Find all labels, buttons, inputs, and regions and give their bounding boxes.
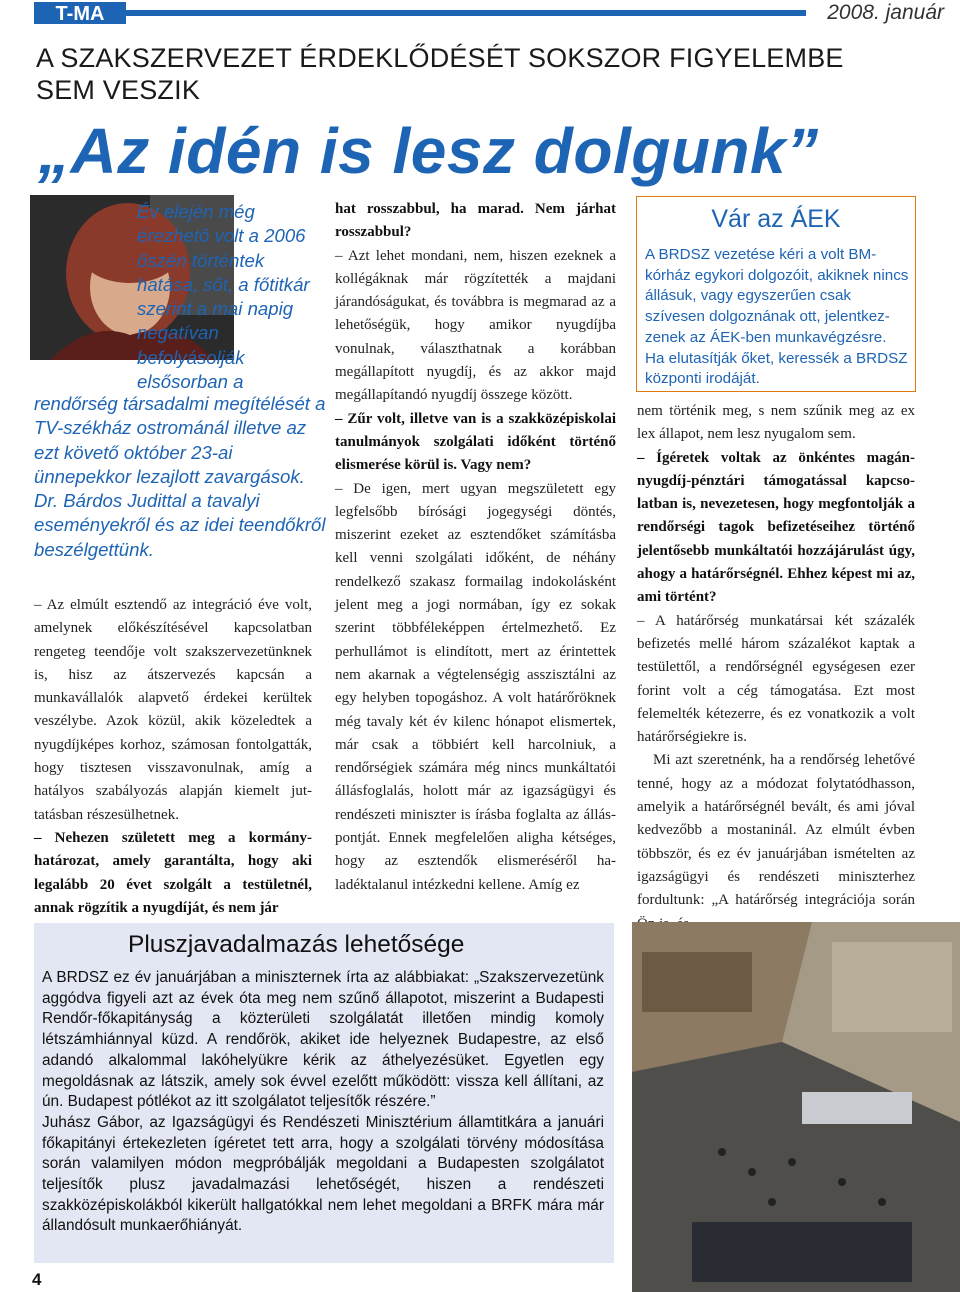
article-column-2 <box>335 198 616 897</box>
paragraph: – Az elmúlt esztendő az integráció éve volt, amelynek előkészítésével kapcsolatban rengeteg teendője volt szakszervezetünknek is, hisz az átszervezés kapcsán a munkavállalók alapvető érdekei kerültek veszélybe. Azok közül, akik közeledtek a nyugdíjképes korhoz, számosan fontolgatták, hogy tisztesen visszavonulnak, amíg a hatályos szabályozás alapján kiemelt juttatásban részesülhetnek. <box>34 597 312 823</box>
paragraph: – A határőrség munkatársai két százalék befizetés mellé három százalékot kaptak a testülettől, a rendőrségnél egységesen ezer forint volt a cég támogatása. Ezt most felemelték kétezerre, és ez vonatkozik a volt határőrségiekre is. <box>637 612 915 746</box>
article-column-1 <box>34 594 312 920</box>
lead-text-top: Év elején még érezhető volt a 2006 őszén történtek hatása, sőt, a főtitkár szerint a mai napig negatívan befolyásolják elsősorban a <box>137 201 310 393</box>
paragraph: nem történik meg, s nem szűnik meg az ex lex állapot, nem lesz nyugalom sem. <box>637 403 915 443</box>
interview-question: – Ígéretek voltak az önkéntes magánnyugdíj-pénztári támogatással kapcsolatban is, nevezetesen, hogy megfontolják a rendőrségi tagok befizetéseihez történő jelentősebb munkáltatói hozzájárulást úgy, ahogy a határőrségnél. Ehhez képest mi az, ami történt? <box>637 449 915 606</box>
logo-text: T-MA <box>55 3 105 24</box>
paragraph: Mi azt szeretnénk, ha a rendőrség lehetővé tenné, hogy az a módozat folytatódhasson, amelyik a határőrségnél bevált, és ami jóval kedvezőbb a mostaninál. Az elmúlt évben többször, és ez év januárjában ismételten az igazságügyi és rendészeti miniszterhez fordultunk: „A határőrség integrációja során <box>637 752 915 909</box>
page-number: 4 <box>32 1270 42 1289</box>
aek-sidebar <box>636 196 916 392</box>
interview-question: hat rosszabbul, ha marad. Nem járhat rosszabbul? <box>335 201 616 241</box>
box-title: Pluszjavadalmazás lehetősége <box>128 931 465 958</box>
box-paragraph: Juhász Gábor, az Igazságügyi és Rendészeti Minisztérium államtitkára a januári főkapitányi értekezleten ígéretet tett arra, hogy a szolgálati törvény módosítása során valamilyen módon megpróbálják megoldani a Budapesten szolgálatot teljesítők plusz javadalmazási lehetőségét, hiszen a rendészeti szakközépiskolákból kikerült hallgatókkal nem lehet megoldani a BRFK mára már állandósult munkaerőhiányát. <box>42 1113 604 1235</box>
sidebar-text: A BRDSZ vezetése kéri a volt BM-kórház egykori dolgozóit, akiknek nincs állásuk, vagy egyszerűen csak szívesen dolgoznának ott, jelentkezzenek az ÁEK-ben munkavégzésre. Ha elutasítják őket, keressék a BRDSZ központi irodáját. <box>645 246 909 388</box>
header-rule <box>126 10 806 16</box>
paragraph: – Azt lehet mondani, nem, hiszen ezeknek a kollégáknak már rögzítették a majdani járandóságukat, és továbbra is megmarad az a lehetőségük, hogy amikor nyugdíjba vonulnak, választhatnak a korábban megállapított nyugdíj, és az akkor majd megállapítandó nyugdíj összege között. <box>335 247 616 404</box>
paragraph: – De igen, mert ugyan megszületett egy legfelsőbb bírósági jogegységi döntés, miszerint ezeket az esztendőket számításba kell venni szolgálati időként, de néhány rendelkező szakasz formailag indokolásként jelent meg a jogi normában, így ez sokak szerint többféleképpen értelmezhető. Ez perhullámot is elindított, mert az érintettek nem akarnak a végtelenségig asszisztálni az egy helyben topogáshoz. A volt határőröknek még tavaly két év kilenc hónapot elismertek, már csak a többiért kell harcolniuk, a rendőrségiek számára még nincs munkáltatói állásfoglalás, holott már az igazságügyi és rendészeti miniszter is írásba foglalta az álláspontját. Ennek megfelelően aligha kétséges, hogy az esztendők elismeréséről haladéktalanul intézkedni kellene. Amíg ez <box>335 480 616 893</box>
box-text <box>42 968 604 1237</box>
tma-logo <box>34 2 126 24</box>
street-riot-photo <box>632 922 960 1292</box>
issue-date: 2008. január <box>827 1 944 24</box>
article-headline: „Az idén is lesz dolgunk” <box>38 115 819 187</box>
sidebar-title: Vár az ÁEK <box>711 205 841 233</box>
interview-question: – Nehezen született meg a kormányhatározat, amely garantálta, hogy aki legalább 20 évet szolgált a testületnél, annak rögzítik a nyugdíját, és nem jár <box>34 829 312 916</box>
pluszjavadalmazas-box <box>34 923 614 1263</box>
lead-text-bottom: rendőrség társadalmi megítélését a TV-székház ostrománál illetve az ezt követő október 23-ai ünnepekkor lezajlott zavargások. Dr. Bárdos Judittal a tavalyi eseményekről és az idei teendőkről beszélgettünk. <box>34 393 326 560</box>
kicker-heading: A SZAKSZERVEZET ÉRDEKLŐDÉSÉT SOKSZOR FIGYELEMBE SEM VESZIK <box>36 43 844 105</box>
interview-question: – Zűr volt, illetve van is a szakközépiskolai tanulmányok szolgálati időként történő elismerése körül is. Vagy nem? <box>335 410 616 474</box>
article-column-3 <box>637 400 915 936</box>
box-paragraph: A BRDSZ ez év januárjában a miniszternek írta az alábbiakat: „Szakszervezetünk aggódva figyeli azt az évek óta meg nem szűnő állapotot, miszerint a Budapesti Rendőr-főkapitányság a közterületi szolgálatát illetően mindig komoly létszámhiánnyal küzd. A rendőrök, akiket ide helyeznek Budapestre, az első adandó alkalommal lakóhelyükre kérik az áthelyezésüket. Egyetlen egy megoldásnak az látszik, amely sok évvel ezelőtt működött: vissza kell állítani, az ún. Budapest pótlékot az itt szolgálatot teljesítők részére.” <box>42 969 604 1111</box>
